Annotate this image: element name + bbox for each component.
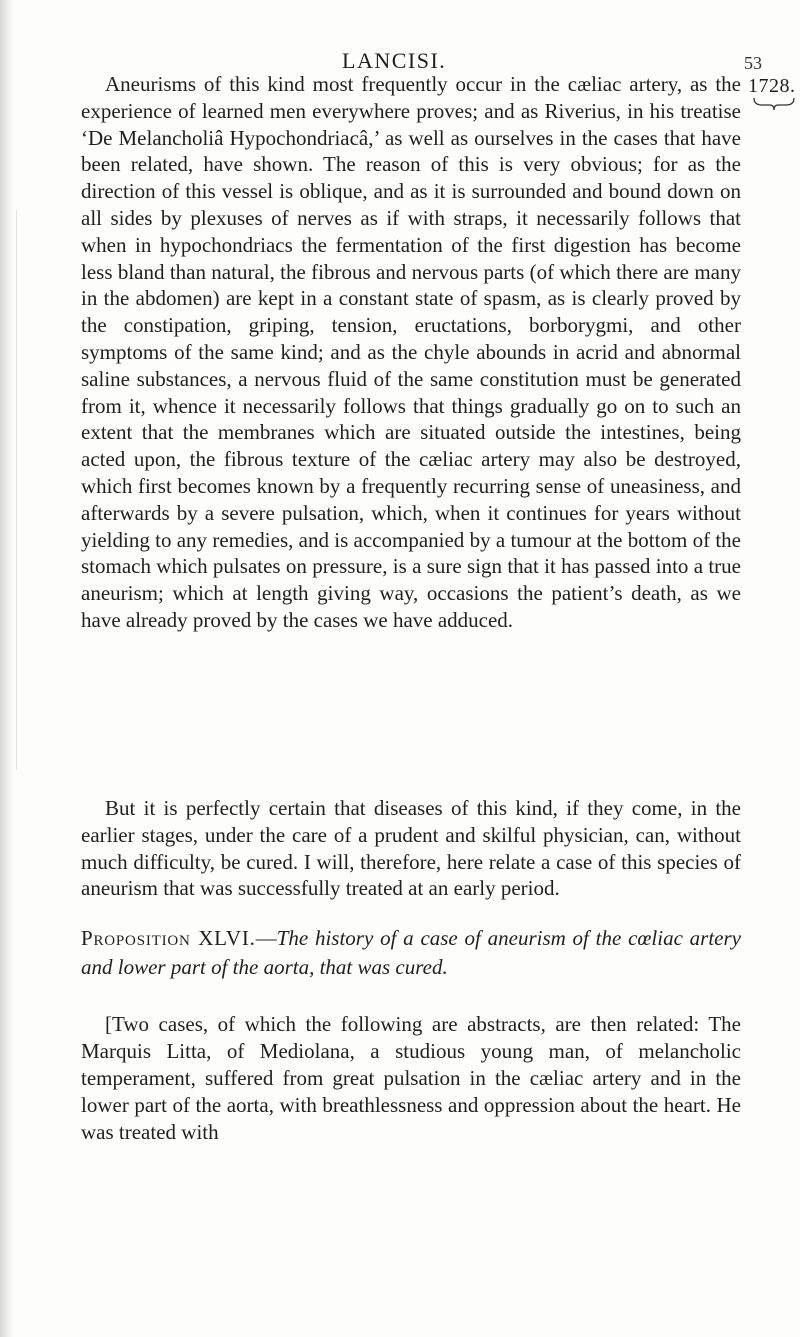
paragraph-abstract: [Two cases, of which the following are abstracts, are then related: The Marquis Litta, of Mediolana, a studious young man, of melancholic temperament, suffered from great pulsation in the cæliac artery and in the lower part of the aorta, with breathlessness and oppression about the heart. He was treated with (81, 1012, 741, 1144)
binding-gutter-line (16, 210, 17, 770)
proposition-heading (81, 924, 741, 982)
running-title: LANCISI. (342, 48, 447, 73)
margin-brace-icon (752, 96, 796, 112)
paragraph-aneurisms: Aneurisms of this kind most frequently occur in the cæliac artery, as the experience of learned men everywhere proves; and as Riverius, in his treatise ‘De Melancholiâ Hypochondriacâ,’ as well as ourselves in the cases that have been related, have shown. The reason of this is very obvious; for as the direction of this vessel is oblique, and as it is surrounded and bound down on all sides by plexuses of nerves as if with straps, it necessarily follows that when in hypochondriacs the fermentation of the first digestion has become less bland than natural, the fibrous and nervous parts (of which there are many in the abdomen) are kept in a constant state of spasm, as is clearly proved by the constipation, griping, tension, eructations, borborygmi, and other symptoms of the same kind; and as the chyle abounds in acrid and abnormal saline substances, a nervous fluid of the same constitution must be generated from it, whence it necessarily follows that things gradually go on to such an extent that the membranes which are situated outside the intestines, being acted upon, the fibrous texture of the cæliac artery may also be destroyed, which first becomes known by a frequently recurring sense of uneasiness, and afterwards by a severe pulsation, which, when it continues for years without yielding to any remedies, and is accompanied by a tumour at the bottom of the stomach which pulsates on pressure, is a sure sign that it has passed into a true aneurism; which at length giving way, occasions the patient’s death, as we have already proved by the cases we have adduced. (81, 72, 741, 632)
binding-gutter-shadow (0, 0, 14, 1337)
body-text-block (81, 71, 741, 634)
page-number: 53 (744, 53, 762, 73)
proposition-label: Proposition XLVI. (81, 926, 256, 950)
abstract-block (81, 1011, 741, 1146)
margin-year-note: 1728. (748, 75, 796, 97)
proposition-separator: — (255, 926, 277, 950)
body-text-block-2 (81, 795, 741, 902)
paragraph-cure: But it is perfectly certain that diseases of this kind, if they come, in the earlier stages, under the care of a prudent and skilful physician, can, without much difficulty, be cured. I will, therefore, here relate a case of this species of aneurism that was successfully treated at an early period. (81, 796, 741, 901)
proposition-title: The history of a case of aneurism of the cœliac artery and lower part of the aorta, that was cured. (81, 926, 741, 979)
